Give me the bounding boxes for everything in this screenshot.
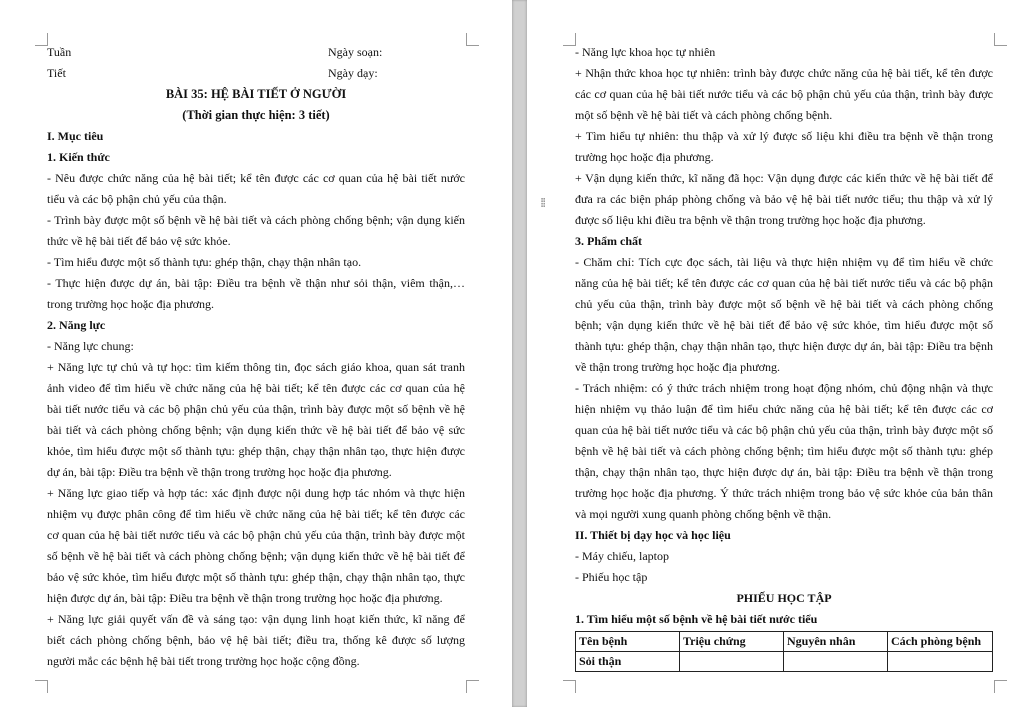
text-line: về thận trong trường học hoặc địa phương.	[575, 360, 780, 374]
lesson-subtitle: (Thời gian thực hiện: 3 tiết)	[182, 108, 330, 122]
table-cell[interactable]	[888, 652, 993, 672]
text-line: trường học hoặc địa phương.	[575, 150, 714, 164]
text-line: hiện được dự án, bài tập: Điều tra bệnh về thận trong trường học hoặc địa phương.	[47, 591, 443, 605]
text-line: trong trường học hoặc địa phương.	[47, 297, 214, 311]
header-row-2	[47, 63, 465, 84]
text-line: bệnh; vận dụng kiến thức về hệ bài tiết để bảo vệ sức khỏe, tìm hiểu được một số	[575, 318, 993, 332]
text-line: thận, chạy thận nhân tạo, thực hiện được dự án, bài tập: Điều tra bệnh về thận trong	[575, 465, 993, 479]
text-line: thức về hệ bài tiết để bảo vệ sức khỏe.	[47, 234, 231, 248]
table-header-cell[interactable]: Triệu chứng	[680, 632, 784, 652]
text-line: số bệnh về hệ bài tiết và cách phòng chống bệnh; vận dụng kiến thức về hệ bài tiết để	[47, 549, 465, 563]
page-body-left[interactable]	[47, 42, 465, 672]
text-line: - Trách nhiệm: có ý thức trách nhiệm trong hoạt động nhóm, chủ động nhận và thực	[575, 381, 993, 395]
text-line: năng của hệ bài tiết; kể tên được các cơ quan của hệ bài tiết nước tiểu và các bộ phận	[575, 276, 993, 290]
text-line: + Năng lực giao tiếp và hợp tác: xác định được nội dung hợp tác nhóm và thực hiện	[47, 486, 465, 500]
text-line: biết cách phòng chống bệnh, bảo vệ hệ bài tiết; điều tra, thống kê được số lượng	[47, 633, 465, 647]
text-line: - Máy chiếu, laptop	[575, 549, 669, 563]
teach-date-label: Ngày dạy:	[328, 66, 378, 80]
right-text-body	[575, 42, 993, 630]
text-line: - Năng lực khoa học tự nhiên	[575, 45, 716, 59]
text-line: quan của hệ bài tiết nước tiểu và các bộ phận chủ yếu của thận, trình bày được một số	[575, 423, 993, 437]
table-cell[interactable]: Sỏi thận	[576, 652, 680, 672]
header-row-1	[47, 42, 465, 63]
text-line: + Vận dụng kiến thức, kĩ năng đã học: Vận dụng được các kiến thức về hệ bài tiết để	[575, 171, 993, 185]
text-line: hiện nhiệm vụ thảo luận để tìm hiểu chức năng của hệ bài tiết; kể tên được các cơ	[575, 402, 993, 416]
text-line: tiểu và các bộ phận chủ yếu của thận.	[47, 192, 227, 206]
worksheet-table[interactable]	[575, 631, 993, 672]
text-line: + Năng lực giải quyết vấn đề và sáng tạo: vận dụng linh hoạt kiến thức, kĩ năng để	[47, 612, 465, 626]
drag-handle-icon[interactable]: ⁞⁞	[540, 196, 545, 211]
text-line: + Tìm hiểu tự nhiên: thu thập và xử lý được số liệu khi điều tra bệnh về thận trong	[575, 129, 993, 143]
left-text-body	[47, 126, 465, 672]
text-line: một số bệnh về hệ bài tiết và cách phòng chống bệnh.	[575, 108, 833, 122]
section-heading: 2. Năng lực	[47, 318, 106, 332]
table-header-cell[interactable]: Tên bệnh	[576, 632, 680, 652]
text-line: + Năng lực tự chủ và tự học: tìm kiếm thông tin, đọc sách giáo khoa, quan sát tranh	[47, 360, 465, 374]
text-line: - Chăm chỉ: Tích cực đọc sách, tài liệu và thực hiện nhiệm vụ để tìm hiểu về chức	[575, 255, 993, 269]
section-heading: 1. Tìm hiểu một số bệnh về hệ bài tiết nước tiểu	[575, 612, 818, 626]
text-line: chủ yếu của thận, trình bày được một số bệnh về hệ bài tiết và cách phòng chống	[575, 297, 993, 311]
section-heading: 3. Phẩm chất	[575, 234, 642, 248]
table-row	[576, 652, 993, 672]
crop-mark-bottom-left	[563, 680, 576, 693]
text-line: được số liệu khi điều tra bệnh về thận trong trường học hoặc địa phương.	[575, 213, 926, 227]
page-gap	[512, 0, 527, 707]
crop-mark-top-right	[466, 33, 479, 46]
text-line: dự án, bài tập: Điều tra bệnh về thận trong trường học hoặc địa phương.	[47, 465, 392, 479]
text-line: + Nhận thức khoa học tự nhiên: trình bày được chức năng của hệ bài tiết, kể tên được	[575, 66, 993, 80]
week-label: Tuần	[47, 45, 72, 59]
section-heading: I. Mục tiêu	[47, 129, 104, 143]
text-line: thành tựu: ghép thận, chạy thận nhân tạo, thực hiện được dự án, bài tập: Điều tra bệnh	[575, 339, 993, 353]
text-line: - Nêu được chức năng của hệ bài tiết; kể tên được các cơ quan của hệ bài tiết nước	[47, 171, 465, 185]
text-line: nhiệm vụ được phân công để tìm hiểu về chức năng của hệ bài tiết; kể tên được các	[47, 507, 465, 521]
text-line: bài tiết nước tiểu và các bộ phận chủ yếu của thận, trình bày được một số bệnh về hệ	[47, 402, 465, 416]
text-line: bảo vệ sức khỏe, tìm hiểu được một số thành tựu: ghép thận, chạy thận nhân tạo, thực	[47, 570, 465, 584]
text-line: - Trình bày được một số bệnh về hệ bài tiết và cách phòng chống bệnh; vận dụng kiến	[47, 213, 465, 227]
table-cell[interactable]	[680, 652, 784, 672]
text-line: bài tiết và cách phòng chống bệnh; vận dụng kiến thức về hệ bài tiết để bảo vệ sức	[47, 423, 465, 437]
text-line: bệnh về hệ bài tiết và cách phòng chống bệnh; tìm hiểu được một số thành tựu: ghép	[575, 444, 993, 458]
prep-date-label: Ngày soạn:	[328, 45, 383, 59]
section-heading: II. Thiết bị dạy học và học liệu	[575, 528, 731, 542]
text-line: và mọi người xung quanh phòng chống bệnh về thận.	[575, 507, 832, 521]
text-line: ảnh video để tìm hiểu về chức năng của hệ bài tiết; kể tên được các cơ quan của hệ	[47, 381, 465, 395]
text-line: - Thực hiện được dự án, bài tập: Điều tra bệnh về thận như sỏi thận, viêm thận,…	[47, 276, 465, 290]
text-line: - Năng lực chung:	[47, 339, 134, 353]
text-line: khỏe, tìm hiểu được một số thành tựu: ghép thận, chạy thận nhân tạo, thực hiện được	[47, 444, 465, 458]
text-line: trường học hoặc địa phương. Ý thức trách nhiệm trong bảo vệ sức khỏe của bản thân	[575, 486, 993, 500]
lesson-title: BÀI 35: HỆ BÀI TIẾT Ở NGƯỜI	[165, 87, 347, 101]
page-body-right[interactable]	[575, 42, 993, 672]
text-line: - Tìm hiểu được một số thành tựu: ghép thận, chạy thận nhân tạo.	[47, 255, 362, 269]
section-heading: PHIẾU HỌC TẬP	[736, 591, 832, 605]
crop-mark-bottom-right	[994, 680, 1007, 693]
text-line: cơ quan của hệ bài tiết nước tiểu và các bộ phận chủ yếu của thận, trình bày được một	[47, 528, 465, 542]
text-line: người mắc các bệnh hệ bài tiết trong trường học hoặc cộng đồng.	[47, 654, 360, 668]
table-header-cell[interactable]: Nguyên nhân	[784, 632, 888, 652]
table-header-row	[576, 632, 993, 652]
text-line: - Phiếu học tập	[575, 570, 648, 584]
section-heading: 1. Kiến thức	[47, 150, 110, 164]
crop-mark-top-right	[994, 33, 1007, 46]
text-line: đưa ra các biện pháp phòng chống và bảo vệ hệ bài tiết nước tiểu; thu thập và xử lý	[575, 192, 993, 206]
table-header-cell[interactable]: Cách phòng bệnh	[888, 632, 993, 652]
table-cell[interactable]	[784, 652, 888, 672]
document-page-right[interactable]	[527, 0, 1024, 707]
crop-mark-bottom-right	[466, 680, 479, 693]
text-line: các cơ quan của hệ bài tiết nước tiểu và các bộ phận chủ yếu của thận, trình bày được	[575, 87, 993, 101]
crop-mark-bottom-left	[35, 680, 48, 693]
period-label: Tiết	[47, 66, 66, 80]
